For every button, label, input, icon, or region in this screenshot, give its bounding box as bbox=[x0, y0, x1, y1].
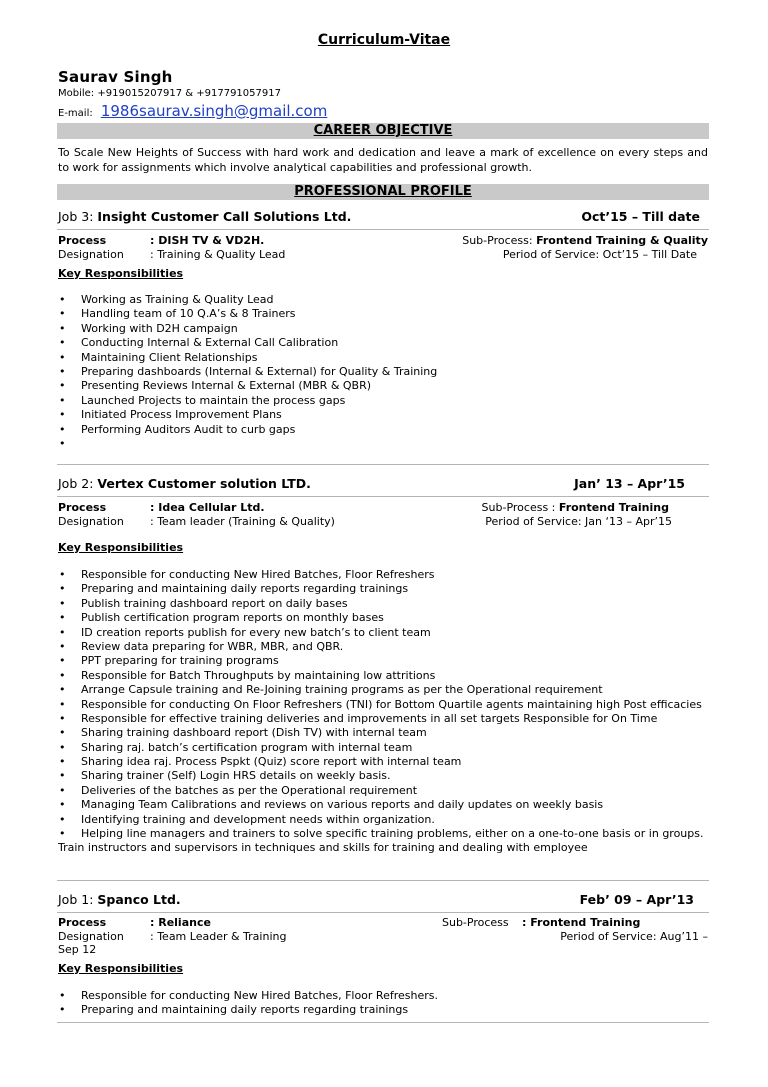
list-item: • Conducting Internal & External Call Calibration bbox=[58, 336, 437, 350]
list-item: • Arrange Capsule training and Re-Joining training programs as per the Operational requirement bbox=[58, 683, 704, 697]
list-item: • Responsible for effective training deliveries and improvements in all set targets Responsible for On Time bbox=[58, 712, 704, 726]
job2-company: Vertex Customer solution LTD. bbox=[97, 476, 311, 491]
job1-responsibilities bbox=[58, 989, 438, 1018]
job3-responsibilities bbox=[58, 293, 437, 451]
list-item: • Sharing training dashboard report (Dish TV) with internal team bbox=[58, 726, 704, 740]
list-item: • Preparing and maintaining daily reports regarding trainings bbox=[58, 582, 704, 596]
job3-subprocess-value: Frontend Training & Quality bbox=[536, 234, 708, 247]
mobile-line bbox=[58, 87, 281, 100]
document-title: Curriculum-Vitae bbox=[317, 32, 451, 48]
job2-divider bbox=[57, 496, 709, 497]
mobile-value: +919015207917 & +917791057917 bbox=[97, 88, 281, 99]
career-objective-heading: CAREER OBJECTIVE bbox=[313, 123, 453, 138]
list-item: • Identifying training and development needs within organization. bbox=[58, 813, 704, 827]
career-objective-bar bbox=[57, 123, 709, 139]
job3-designation-value: : Training & Quality Lead bbox=[150, 248, 286, 261]
list-item: • Sharing trainer (Self) Login HRS details on weekly basis. bbox=[58, 769, 704, 783]
list-item: • PPT preparing for training programs bbox=[58, 654, 704, 668]
job2-end-divider bbox=[57, 880, 709, 881]
job1-designation-value: : Team Leader & Training bbox=[150, 930, 287, 943]
job1-title bbox=[58, 892, 181, 908]
job2-designation-value: : Team leader (Training & Quality) bbox=[150, 515, 335, 528]
career-objective-text bbox=[58, 146, 708, 175]
job3-title bbox=[58, 209, 351, 225]
job2-subprocess bbox=[482, 501, 669, 515]
job2-responsibilities bbox=[58, 568, 704, 841]
job2-subprocess-value: Frontend Training bbox=[558, 501, 669, 514]
job3-process-label: Process bbox=[58, 234, 107, 247]
job2-title bbox=[58, 476, 311, 492]
email-label: E-mail: bbox=[58, 108, 93, 119]
list-item: • Deliveries of the batches as per the Operational requirement bbox=[58, 784, 704, 798]
professional-profile-heading: PROFESSIONAL PROFILE bbox=[294, 184, 472, 199]
list-item: • Performing Auditors Audit to curb gaps bbox=[58, 423, 437, 437]
list-item: • Helping line managers and trainers to solve specific training problems, either on a one-to-one basis or in groups. bbox=[58, 827, 704, 841]
job2-trailing-line: Train instructors and supervisors in techniques and skills for training and dealing with employee bbox=[58, 841, 588, 854]
job2-resp-heading: Key Responsibilities bbox=[58, 541, 184, 554]
job1-company: Spanco Ltd. bbox=[97, 892, 181, 907]
list-item: • Presenting Reviews Internal & External (MBR & QBR) bbox=[58, 379, 437, 393]
list-item bbox=[58, 437, 437, 451]
job2-designation-label: Designation bbox=[58, 515, 124, 528]
job3-company: Insight Customer Call Solutions Ltd. bbox=[97, 209, 352, 224]
list-item: • Sharing idea raj. Process Pspkt (Quiz) score report with internal team bbox=[58, 755, 704, 769]
email-line bbox=[58, 101, 327, 120]
list-item: • Initiated Process Improvement Plans bbox=[58, 408, 437, 422]
job3-period: Period of Service: Oct’15 – Till Date bbox=[502, 248, 697, 261]
job1-dates: Feb’ 09 – Apr’13 bbox=[579, 892, 694, 907]
list-item: • Responsible for Batch Throughputs by maintaining low attritions bbox=[58, 669, 704, 683]
job2-period: Period of Service: Jan ‘13 – Apr’15 bbox=[485, 515, 672, 528]
list-item: • Working as Training & Quality Lead bbox=[58, 293, 437, 307]
list-item: • Publish training dashboard report on daily bases bbox=[58, 597, 704, 611]
candidate-name: Saurav Singh bbox=[58, 68, 173, 86]
objective-line-1: To Scale New Heights of Success with hard work and dedication and leave a mark of excellence on every steps and bbox=[58, 146, 708, 159]
list-item: • Preparing and maintaining daily reports regarding trainings bbox=[58, 1003, 438, 1017]
email-link[interactable]: 1986saurav.singh@gmail.com bbox=[100, 102, 328, 120]
job2-process-value: : Idea Cellular Ltd. bbox=[150, 501, 265, 514]
list-item: • Working with D2H campaign bbox=[58, 322, 437, 336]
job1-period: Period of Service: Aug’11 – bbox=[560, 930, 708, 943]
job3-subprocess-label: Sub-Process: bbox=[462, 234, 533, 247]
objective-line-2: to work for assignments which involve analytical capabilities and professional growth. bbox=[58, 160, 532, 174]
job3-resp-heading: Key Responsibilities bbox=[58, 267, 184, 280]
list-item: • Managing Team Calibrations and reviews on various reports and daily updates on weekly basis bbox=[58, 798, 704, 812]
list-item: • Review data preparing for WBR, MBR, and QBR. bbox=[58, 640, 704, 654]
job2-label: Job 2: bbox=[58, 476, 94, 491]
job2-dates: Jan’ 13 – Apr’15 bbox=[574, 476, 685, 491]
list-item: • Handling team of 10 Q.A’s & 8 Trainers bbox=[58, 307, 437, 321]
job3-designation-label: Designation bbox=[58, 248, 124, 261]
job1-resp-heading: Key Responsibilities bbox=[58, 962, 184, 975]
list-item: • Responsible for conducting On Floor Refreshers (TNI) for Bottom Quartile agents maintaining high Post efficacies bbox=[58, 698, 704, 712]
mobile-label: Mobile: bbox=[58, 88, 95, 99]
job1-period-cont: Sep 12 bbox=[58, 943, 97, 956]
list-item: • Preparing dashboards (Internal & External) for Quality & Training bbox=[58, 365, 437, 379]
job1-process-value: : Reliance bbox=[150, 916, 211, 929]
job2-process-label: Process bbox=[58, 501, 107, 514]
list-item: • Launched Projects to maintain the process gaps bbox=[58, 394, 437, 408]
job3-end-divider bbox=[57, 464, 709, 465]
list-item: • Publish certification program reports on monthly bases bbox=[58, 611, 704, 625]
job1-process-label: Process bbox=[58, 916, 107, 929]
list-item: • Maintaining Client Relationships bbox=[58, 351, 437, 365]
list-item: • Responsible for conducting New Hired Batches, Floor Refreshers bbox=[58, 568, 704, 582]
list-item: • Sharing raj. batch’s certification program with internal team bbox=[58, 741, 704, 755]
job3-dates: Oct’15 – Till date bbox=[581, 209, 700, 224]
job3-divider bbox=[57, 229, 709, 230]
job1-designation-label: Designation bbox=[58, 930, 124, 943]
list-item: • Responsible for conducting New Hired Batches, Floor Refreshers. bbox=[58, 989, 438, 1003]
list-item: • ID creation reports publish for every new batch’s to client team bbox=[58, 626, 704, 640]
job3-subprocess bbox=[462, 234, 708, 248]
job2-subprocess-label: Sub-Process : bbox=[481, 501, 556, 514]
job1-subprocess-value: : Frontend Training bbox=[522, 916, 641, 929]
job1-subprocess-label: Sub-Process bbox=[442, 916, 509, 929]
job3-process-value: : DISH TV & VD2H. bbox=[150, 234, 265, 247]
job1-divider bbox=[57, 912, 709, 913]
job1-label: Job 1: bbox=[58, 892, 94, 907]
job1-end-divider bbox=[57, 1022, 709, 1023]
professional-profile-bar bbox=[57, 184, 709, 200]
job3-label: Job 3: bbox=[58, 209, 94, 224]
